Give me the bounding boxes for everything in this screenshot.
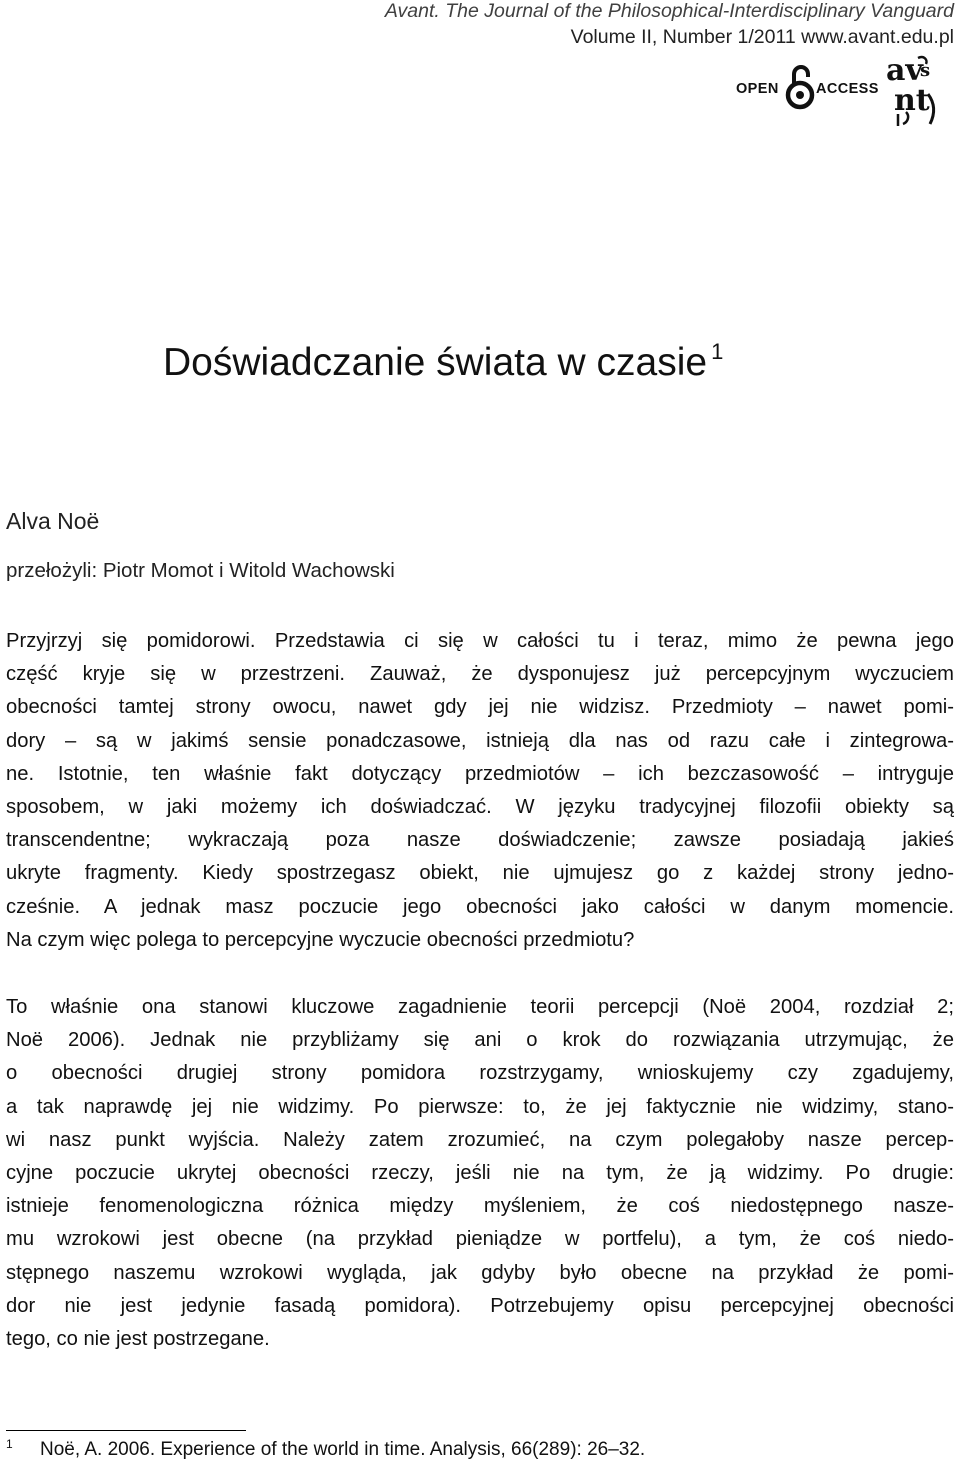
svg-text:s: s	[920, 60, 931, 81]
paragraph-line: tego, co nie jest postrzegane.	[6, 1327, 270, 1350]
svg-text:nt: nt	[894, 83, 930, 118]
title-footnote-mark: 1	[711, 339, 724, 364]
footnote-text: Noë, A. 2006. Experience of the world in time. Analysis, 66(289): 26–32.	[40, 1439, 646, 1460]
paragraph-line: wi nasz punkt wyjścia. Należy zatem zrozumieć, na czym polegałoby nasze percep-	[6, 1128, 954, 1151]
open-access-logo	[736, 62, 879, 112]
paragraph-line: stępnego naszemu wzrokowi wygląda, jak gdyby było obecne na przykład że pomi-	[6, 1261, 954, 1284]
open-access-right-text: ACCESS	[816, 81, 879, 97]
paragraph-line: istnieje fenomenologiczna różnica między myśleniem, że coś niedostępnego nasze-	[6, 1195, 954, 1218]
paragraph-line: część kryje się w przestrzeni. Zauważ, że dysponujesz już percepcyjnym wyczuciem	[6, 663, 954, 686]
paragraph-line: Noë 2006). Jednak nie przybliżamy się ani o krok do rozwiązania utrzymując, że	[6, 1029, 954, 1052]
paragraph-line: sposobem, w jaki możemy ich doświadczać. W języku tradycyjnej filozofii obiekty są	[6, 795, 954, 818]
journal-issue: Volume II, Number 1/2011 www.avant.edu.pl	[570, 26, 954, 48]
paragraph-line: dory – są w jakimś sensie ponadczasowe, istnieją dla nas od razu całe i zintegrowa-	[6, 729, 954, 752]
footnote-mark: 1	[6, 1437, 13, 1451]
paragraph-line: cześnie. A jednak masz poczucie jego obecności jako całości w danym momencie.	[6, 895, 954, 918]
article-title	[163, 339, 723, 385]
paragraph-line: To właśnie ona stanowi kluczowe zagadnienie teorii percepcji (Noë 2004, rozdział 2;	[6, 996, 954, 1018]
open-access-left-text: OPEN	[736, 81, 779, 97]
paragraph-line: transcendentne; wykraczają poza nasze doświadczenie; zawsze posiadają jakieś	[6, 829, 954, 852]
paragraph-line: dor nie jest jedynie fasadą pomidora). Potrzebujemy opisu percepcyjnej obecności	[6, 1294, 954, 1317]
footnote-divider	[6, 1430, 246, 1431]
paragraph-line: ukryte fragmenty. Kiedy spostrzegasz obiekt, nie ujmujesz go z każdej strony jedno-	[6, 862, 954, 885]
open-lock-icon	[783, 62, 817, 112]
paragraph-line: mu wzrokowi jest obecne (na przykład pieniądze w portfelu), a tym, że coś niedo-	[6, 1228, 954, 1251]
footnote	[6, 1437, 645, 1461]
article-title-text: Doświadczanie świata w czasie	[163, 341, 708, 384]
article-translators: przełożyli: Piotr Momot i Witold Wachowski	[6, 559, 395, 582]
body-paragraph-2	[6, 991, 954, 1356]
paragraph-line: a tak naprawdę jej nie widzimy. Po pierwsze: to, że jej faktycznie nie widzimy, stano-	[6, 1095, 954, 1118]
avant-logo	[884, 54, 946, 128]
paragraph-line: Przyjrzyj się pomidorowi. Przedstawia ci się w całości tu i teraz, mimo że pewna jego	[6, 630, 954, 652]
paragraph-line: cyjne poczucie ukrytej obecności rzeczy, jeśli nie na tym, że ją widzimy. Po drugie:	[6, 1161, 954, 1184]
paragraph-line: ne. Istotnie, ten właśnie fakt dotyczący przedmiotów – ich bezczasowość – intryguje	[6, 762, 954, 785]
svg-text:av: av	[886, 54, 923, 88]
article-author: Alva Noë	[6, 508, 100, 534]
paragraph-line: Na czym więc polega to percepcyjne wyczucie obecności przedmiotu?	[6, 928, 635, 951]
paragraph-line: o obecności drugiej strony pomidora rozstrzygamy, wnioskujemy czy zgadujemy,	[6, 1062, 954, 1085]
journal-title: Avant. The Journal of the Philosophical-Interdisciplinary Vanguard	[384, 0, 954, 22]
body-paragraph-1	[6, 625, 954, 957]
paragraph-line: obecności tamtej strony owocu, nawet gdy jej nie widzisz. Przedmioty – nawet pomi-	[6, 696, 954, 719]
